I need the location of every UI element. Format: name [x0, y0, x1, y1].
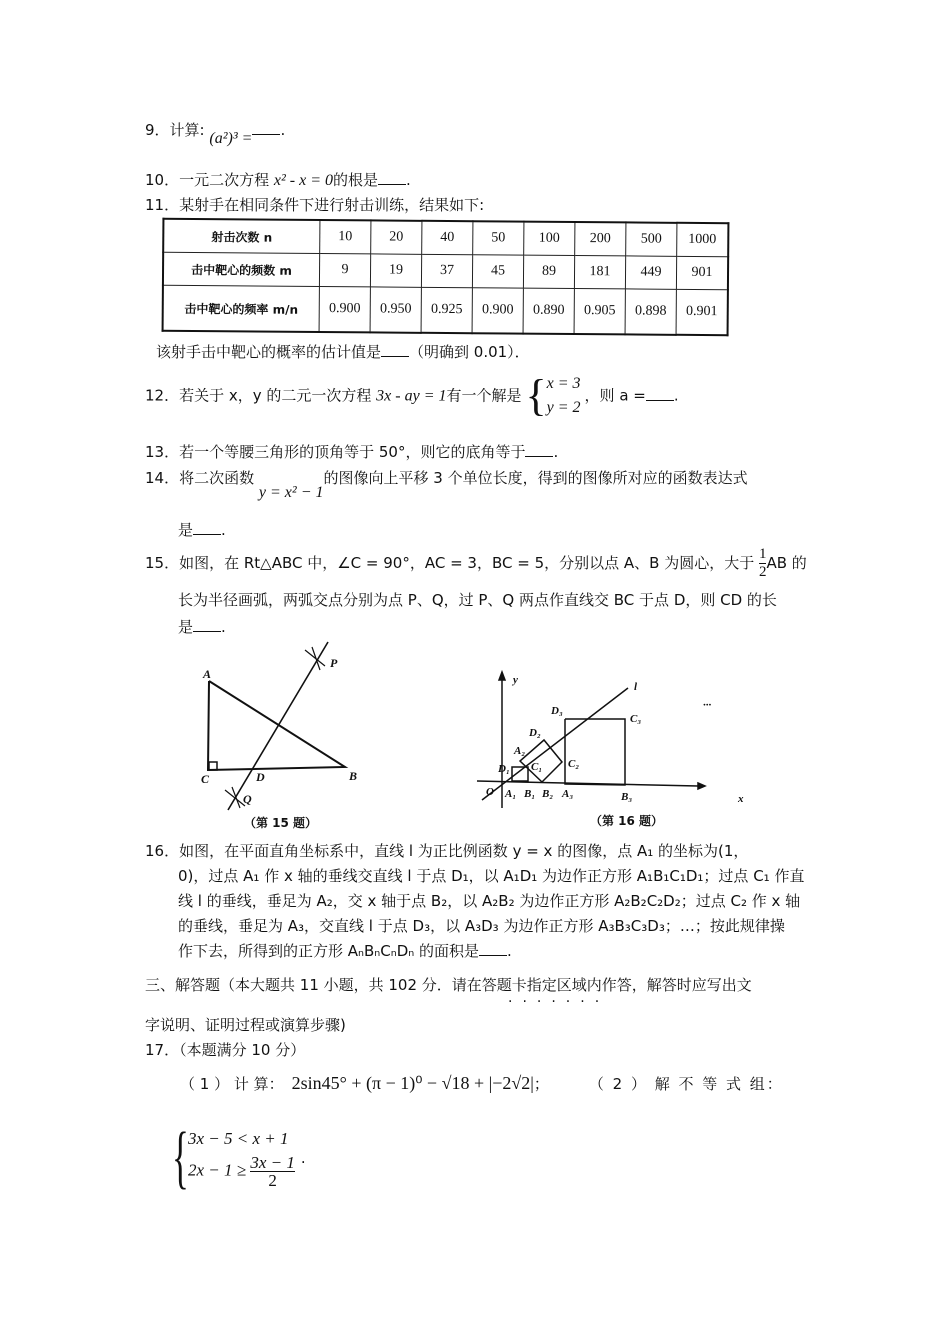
label-B1: B₁ — [524, 788, 536, 800]
q-end: . — [406, 171, 411, 189]
q-text: 某射手在相同条件下进行射击训练，结果如下: — [179, 196, 485, 214]
table-cell: 0.898 — [625, 289, 676, 335]
question-16 — [145, 841, 748, 861]
q-end: . — [507, 942, 512, 960]
table-cell: 901 — [676, 256, 728, 289]
inequality-2 — [188, 1154, 295, 1189]
table-cell: 50 — [473, 221, 524, 255]
math-expr: x² - x = 0 — [273, 172, 334, 189]
q-text: 是 — [178, 618, 194, 636]
label-x: x — [738, 793, 744, 805]
table-cell: 500 — [626, 222, 677, 256]
x-axis — [477, 781, 698, 786]
question-16-line: 0)，过点 A₁ 作 x 轴的垂线交直线 l 于点 D₁，以 A₁D₁ 为边作正方形 A₁B₁C₁D₁；过点 C₁ 作直 — [178, 867, 805, 885]
table-cell: 20 — [371, 220, 422, 254]
table-cell: 19 — [370, 254, 421, 287]
q-text: 若关于 x，y 的二元一次方程 — [179, 386, 372, 405]
label-O: O — [486, 786, 494, 798]
q-number: 14． — [145, 469, 180, 487]
system-eq-2: y = 2 — [546, 399, 581, 416]
q-text: 有一个解是 — [446, 386, 522, 405]
denominator: 2 — [758, 564, 767, 580]
fraction — [250, 1154, 295, 1189]
q-end: . — [221, 618, 226, 636]
q-text: （明确到 0.01）． — [409, 343, 530, 361]
figure-15-caption: （第 15 题） — [244, 816, 318, 830]
table-cell: 37 — [421, 254, 472, 287]
part-label: （ 2 ） 解 不 等 式 组： — [588, 1075, 784, 1093]
emphasis-dots: ······· — [508, 994, 610, 1010]
q-text: 作下去，所得到的正方形 AₙBₙCₙDₙ 的面积是 — [178, 942, 480, 960]
q-number: 16． — [145, 842, 180, 860]
q-score: （本题满分 10 分） — [179, 1041, 306, 1059]
q-text: 将二次函数 — [179, 469, 255, 487]
label-D3: D₃ — [551, 705, 563, 717]
label-D2: D₂ — [529, 727, 541, 739]
question-17-parts — [180, 1073, 784, 1094]
q-text: AB 的 — [766, 554, 807, 572]
question-16-line: 的垂线，垂足为 A₃，交直线 l 于点 D₃，以 A₃D₃ 为边作正方形 A₃B₃C₃D₃；…；按此规律操 — [178, 917, 785, 935]
q-number: 10． — [145, 171, 180, 189]
system-eq-1: x = 3 — [546, 375, 581, 392]
numerator: 1 — [758, 546, 767, 562]
brace-icon: { — [525, 371, 547, 420]
y-arrow-icon — [499, 672, 505, 680]
label-l: l — [634, 681, 638, 693]
label-B: B — [349, 769, 358, 783]
label-y: y — [513, 674, 518, 686]
x-arrow-icon — [698, 783, 705, 789]
q-number: 13． — [145, 443, 180, 461]
q-number: 11． — [145, 196, 180, 214]
table-cell: 0.925 — [421, 287, 472, 333]
label-B2: B₂ — [542, 788, 554, 800]
q-end: . — [221, 521, 226, 539]
line-pq — [228, 642, 328, 810]
q-text: 如图，在 Rt△ABC 中，∠C = 90°，AC = 3，BC = 5，分别以点 A、B 为圆心，大于 — [179, 554, 755, 572]
label-A1: A₁ — [505, 788, 517, 800]
q-number: 17． — [145, 1041, 180, 1059]
section-3-heading-line2: 字说明、证明过程或演算步骤) — [145, 1016, 346, 1034]
table-cell: 40 — [422, 221, 473, 255]
q-number: 9． — [145, 121, 170, 139]
square-1 — [512, 767, 528, 781]
figure-16-caption: （第 16 题） — [590, 814, 664, 828]
row-header: 击中靶心的频数 m — [163, 252, 320, 286]
numerator: 3x − 1 — [250, 1152, 295, 1172]
label-C3: C₃ — [630, 713, 642, 725]
q-text: 计算: — [169, 121, 205, 139]
label-C2: C₂ — [568, 758, 580, 770]
part-label: （ 1 ） 计 算： — [180, 1075, 284, 1093]
table-cell: 45 — [472, 255, 523, 288]
table-cell: 0.950 — [370, 287, 421, 333]
table-cell: 0.901 — [676, 289, 728, 335]
label-D: D — [256, 770, 265, 784]
q-end: . — [300, 1149, 306, 1167]
right-angle-mark — [209, 762, 217, 770]
math-expr: 3x - ay = 1 — [376, 387, 447, 405]
label-D1: D₁ — [498, 763, 510, 775]
label-P: P — [330, 656, 338, 670]
table-cell: 100 — [524, 222, 575, 256]
table-cell: 1000 — [677, 223, 729, 257]
table-cell: 9 — [319, 254, 370, 287]
q-number: 12． — [145, 386, 180, 405]
label-A2: A₂ — [514, 745, 526, 757]
inequality-1: 3x − 5 < x + 1 — [188, 1128, 289, 1148]
q-text: 一元二次方程 — [179, 171, 270, 189]
ineq-left: 2x − 1 ≥ — [188, 1159, 247, 1179]
math-expr: y = x² − 1 — [258, 484, 324, 501]
row-header: 击中靶心的频率 m/n — [163, 285, 320, 332]
inequality-system — [172, 1118, 306, 1198]
row-header: 射击次数 n — [163, 219, 320, 254]
math-expr: 2sin45° + (π − 1)⁰ − √18 + |−2√2| — [291, 1073, 534, 1093]
label-Q: Q — [243, 792, 252, 806]
question-16-line — [178, 941, 512, 961]
label-dots: ··· — [703, 699, 712, 711]
q-text: 如图，在平面直角坐标系中，直线 l 为正比例函数 y = x 的图像，点 A₁ 的坐标为(1， — [179, 842, 749, 860]
q-text: 若一个等腰三角形的顶角等于 50°，则它的底角等于 — [179, 443, 526, 461]
table-cell: 89 — [523, 255, 574, 288]
question-16-line: 线 l 的垂线，垂足为 A₂，交 x 轴于点 B₂，以 A₂B₂ 为边作正方形 A₂B₂C₂D₂；过点 C₂ 作 x 轴 — [178, 892, 801, 910]
question-15-line2: 长为半径画弧，两弧交点分别为点 P、Q，过 P、Q 两点作直线交 BC 于点 D，则 CD 的长 — [178, 591, 777, 609]
q-text: ，则 a = — [584, 386, 646, 405]
section-3-heading: 三、解答题（本大题共 11 小题，共 102 分．请在答题卡指定区域内作答，解答时应写出文 — [145, 976, 752, 994]
brace-icon: { — [172, 1119, 189, 1196]
table-cell: 0.900 — [472, 288, 523, 334]
denominator: 2 — [268, 1170, 277, 1190]
q-text: 该射手击中靶心的概率的估计值是 — [156, 343, 382, 361]
label-B3: B₃ — [621, 791, 633, 803]
q-text: 的图像向上平移 3 个单位长度，得到的图像所对应的函数表达式 — [323, 469, 748, 487]
table-cell: 0.890 — [523, 288, 574, 334]
table-cell: 0.905 — [574, 289, 625, 335]
q-end: . — [553, 443, 559, 461]
table-cell: 10 — [320, 220, 371, 254]
label-C1: C₁ — [531, 761, 543, 773]
math-expr: (a²)³ = — [209, 130, 253, 147]
table-cell: 449 — [625, 256, 676, 289]
figure-15 — [208, 642, 345, 810]
label-A: A — [203, 667, 212, 681]
question-17 — [145, 1040, 305, 1060]
q-number: 15． — [145, 554, 180, 572]
q-text: 是 — [178, 521, 194, 539]
q-text: 的根是 — [333, 171, 379, 189]
label-C: C — [201, 772, 210, 786]
q-end: . — [280, 121, 286, 139]
table-cell: 0.900 — [319, 287, 370, 333]
q-end: . — [673, 386, 679, 405]
label-A3: A₃ — [562, 788, 574, 800]
q-end: ； — [533, 1075, 549, 1093]
table-cell: 200 — [575, 222, 626, 256]
triangle-abc — [208, 681, 345, 770]
table-cell: 181 — [574, 256, 625, 289]
answer-blank — [479, 941, 507, 956]
